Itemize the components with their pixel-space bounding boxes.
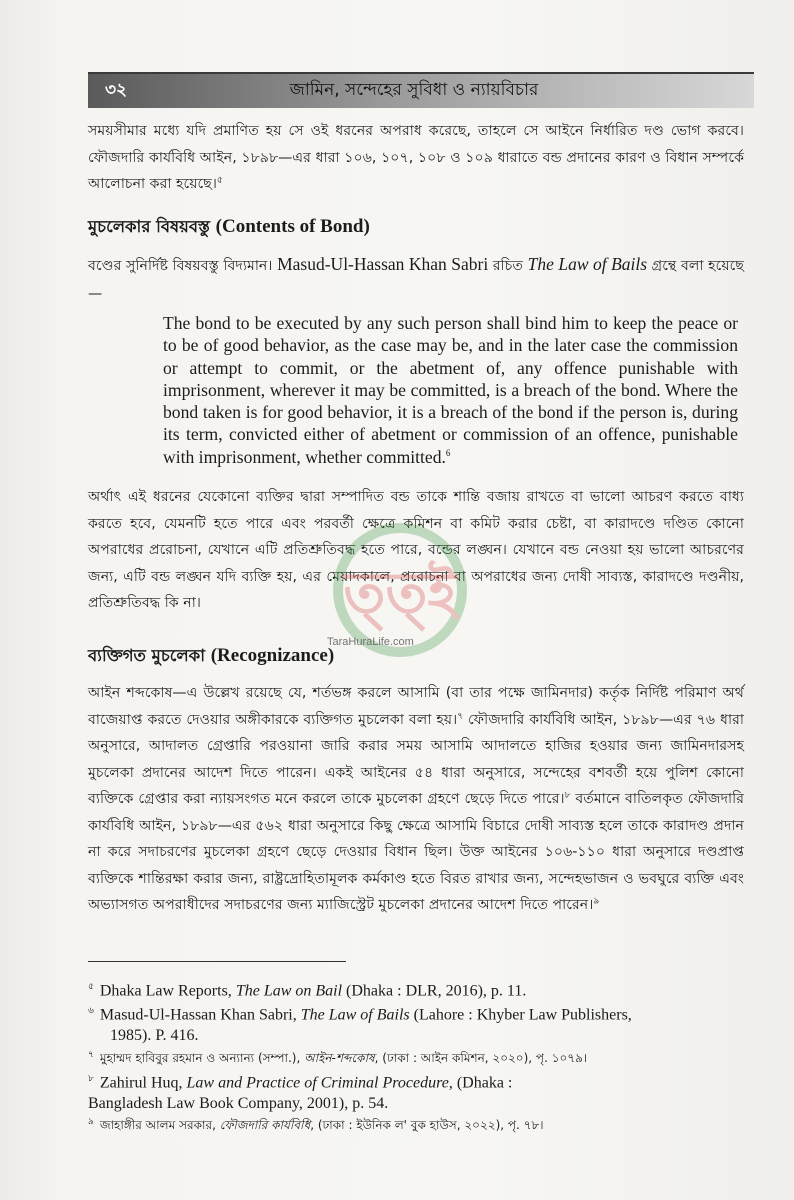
paragraph-intro bbox=[88, 118, 744, 198]
paragraph-recognizance-s1: আইন শব্দকোষ—এ উল্লেখ রয়েছে যে, শর্তভঙ্গ করলে আসামি (বা তার পক্ষে জামিনদার) কর্তৃক নির্দিষ্ট পরিমাণ অর্থ বাজেয়াপ্ত করতে দেওয়ার অঙ্গীকারকে ব্যক্তিগত মুচলেকা বলা হয়। bbox=[88, 685, 744, 728]
watermark-logo-text: ত্ত্ই bbox=[343, 561, 457, 626]
footnote-8-mark: ৮ bbox=[88, 1073, 94, 1083]
footnote-9-detail: , (ঢাকা : ইউনিক ল' বুক হাউস, ২০২২), পৃ. ৭৮। bbox=[310, 1118, 544, 1132]
page-header bbox=[88, 72, 754, 108]
footnote-ref-5[interactable]: ৫ bbox=[216, 175, 223, 186]
footnote-ref-8[interactable]: ৮ bbox=[564, 790, 571, 801]
footnote-divider bbox=[88, 961, 346, 962]
heading-recognizance-en: (Recognizance) bbox=[210, 645, 335, 666]
heading-contents-en: (Contents of Bond) bbox=[215, 216, 370, 237]
paragraph-bond-source-text: বণ্ডের সুনির্দিষ্ট বিষয়বস্তু বিদ্যমান। bbox=[88, 258, 278, 274]
heading-recognizance bbox=[88, 643, 744, 670]
paragraph-bond-source-connector: রচিত bbox=[488, 258, 528, 274]
running-title: জামিন, সন্দেহের সুবিধা ও ন্যায়বিচার bbox=[289, 80, 539, 100]
watermark-site: TaraHuraLife.com bbox=[327, 636, 414, 648]
footnote-6-mark: ৬ bbox=[88, 1005, 94, 1015]
footnote-8-author: Zahirul Huq, bbox=[99, 1074, 187, 1092]
heading-contents-of-bond bbox=[88, 214, 744, 241]
footnote-7 bbox=[88, 1045, 744, 1069]
footnote-9 bbox=[88, 1112, 744, 1136]
paragraph-bond-source bbox=[88, 250, 744, 308]
footnote-ref-6[interactable]: 6 bbox=[445, 447, 451, 458]
footnote-ref-7[interactable]: ৭ bbox=[457, 710, 464, 721]
footnote-5-detail: (Dhaka : DLR, 2016), p. 11. bbox=[342, 982, 527, 1000]
page-number: ৩২ bbox=[104, 80, 128, 100]
paragraph-translation bbox=[88, 484, 744, 617]
author-name: Masud-Ul-Hassan Khan Sabri bbox=[277, 254, 489, 274]
footnote-9-title: ফৌজদারি কার্যবিধি bbox=[219, 1118, 311, 1132]
footnote-7-detail: , (ঢাকা : আইন কমিশন, ২০২০), পৃ. ১০৭৯। bbox=[374, 1051, 588, 1065]
footnote-8-detail: , (Dhaka : bbox=[448, 1074, 513, 1092]
paragraph-intro-text: সময়সীমার মধ্যে যদি প্রমাণিত হয় সে ওই ধরনের অপরাধ করেছে, তাহলে সে আইনে নির্ধারিত দণ্ড ভোগ করবে। ফৌজদারি কার্যবিধি আইন, ১৮৯৮—এর ধারা ১০৬, ১০৭, ১০৮ ও ১০৯ ধারাতে বন্ড প্রদানের কারণ ও বিধান সম্পর্কে আলোচনা করা হয়েছে। bbox=[88, 123, 744, 192]
footnote-7-title: আইন-শব্দকোষ bbox=[304, 1051, 375, 1065]
footnote-8 bbox=[88, 1068, 744, 1114]
paragraph-translation-text: অর্থাৎ এই ধরনের যেকোনো ব্যক্তির দ্বারা সম্পাদিত বন্ড তাকে শান্তি বজায় রাখতে বা ভালো আচরণ করতে বাধ্য করতে হবে, যেমনটি হতে পারে এবং পরবর্তী ক্ষেত্রে কমিশন বা কমিট করার চেষ্টা, বা কারাদণ্ডে দণ্ডিত কোনো অপরাধের প্ররোচনা, যেখানে এটি প্রতিশ্রুতিবদ্ধ হতে পারে, বন্ডের লঙ্ঘন। যেখানে বন্ড নেওয়া হয় ভালো আচরণের জন্য, এটি বন্ড লঙ্ঘন যদি ব্যক্তি হয়, এর মেয়াদকালে, প্ররোচনা বা অপরাধের জন্য দোষী সাব্যস্ত, কারাদণ্ডে দণ্ডনীয়, প্রতিশ্রুতিবদ্ধ কি না। bbox=[88, 489, 744, 611]
block-quote-text: The bond to be executed by any such person shall bind him to keep the peace or to be of good behavior, as the case may be, and in the later case the commission or attempt to commit, or the abetment of, any offence punishable with imprisonment, wherever it may be committed, is a breach of the bond. Where the bond taken is for good behavior, it is a breach of the bond if the person is, during its term, convicted either of abetment or commission of an offence, punishable with imprisonment, whether committed. bbox=[163, 313, 738, 467]
footnote-9-mark: ৯ bbox=[88, 1117, 94, 1127]
footnote-9-author: জাহাঙ্গীর আলম সরকার, bbox=[99, 1118, 220, 1132]
paragraph-bond-source-tail: গ্রন্থে বলা হয়েছে— bbox=[88, 258, 744, 302]
footnote-7-mark: ৭ bbox=[88, 1050, 94, 1060]
footnote-6-continuation: 1985). P. 416. bbox=[110, 1027, 199, 1045]
paragraph-recognizance-s3: বর্তমানে বাতিলকৃত ফৌজদারি কার্যবিধি আইন, ১৮৯৮—এর ৫৬২ ধারা অনুসারে কিছু ক্ষেত্রে আসামি বিচারে দোষী সাব্যস্ত হলে তাকে কারাদণ্ড প্রদান না করে সদাচরণের মুচলেকা গ্রহণে ছেড়ে দেওয়ার বিধান ছিল। উক্ত আইনের ১০৬-১১০ ধারা অনুসারে দণ্ডপ্রাপ্ত ব্যক্তিকে শান্তিরক্ষা করার জন্য, রাষ্ট্রদ্রোহিতামূলক কর্মকাণ্ড হতে বিরত রাখার জন্য, সন্দেহভাজন ও ভবঘুরে ব্যক্তি এবং অভ্যাসগত অপরাধীদের সদাচরণের জন্য ম্যাজিস্ট্রেট মুচলেকা প্রদানের আদেশ দিতে পারেন। bbox=[88, 791, 745, 913]
footnote-8-continuation: Bangladesh Law Book Company, 2001), p. 54. bbox=[88, 1095, 389, 1113]
footnote-5 bbox=[88, 976, 744, 1001]
heading-contents-bn: মুচলেকার বিষয়বস্তু bbox=[88, 217, 210, 236]
block-quote bbox=[163, 312, 738, 468]
footnote-6-title: The Law of Bails bbox=[300, 1006, 410, 1024]
footnote-6 bbox=[88, 1000, 744, 1046]
footnote-8-title: Law and Practice of Criminal Procedure bbox=[186, 1074, 449, 1092]
footnote-6-author: Masud-Ul-Hassan Khan Sabri, bbox=[99, 1006, 301, 1024]
book-title: The Law of Bails bbox=[527, 254, 648, 274]
paragraph-recognizance-s2: ফৌজদারি কার্যবিধি আইন, ১৮৯৮—এর ৭৬ ধারা অনুসারে, আদালত গ্রেপ্তারি পরওয়ানা জারি করার সময় আসামি আদালতে হাজির হওয়ার জন্য জামিনদারসহ মুচলেকা প্রদানের আদেশ দিতে পারেন। একই আইনের ৫৪ ধারা অনুসারে, সন্দেহের বশবর্তী হয়ে পুলিশ কোনো ব্যক্তিকে গ্রেপ্তার করা ন্যায়সংগত মনে করলে তাকে মুচলেকা গ্রহণে ছেড়ে দিতে পারে। bbox=[88, 711, 744, 807]
footnote-ref-9[interactable]: ৯ bbox=[593, 896, 600, 907]
paragraph-recognizance bbox=[88, 680, 744, 919]
heading-recognizance-bn: ব্যক্তিগত মুচলেকা bbox=[88, 646, 205, 665]
footnote-6-detail: (Lahore : Khyber Law Publishers, bbox=[409, 1006, 632, 1024]
footnote-5-author: Dhaka Law Reports, bbox=[99, 982, 236, 1000]
footnote-5-mark: ৫ bbox=[88, 981, 94, 991]
footnote-5-title: The Law on Bail bbox=[235, 982, 343, 1000]
footnote-7-author: মুহাম্মদ হাবিবুর রহমান ও অন্যান্য (সম্পা.), bbox=[99, 1051, 305, 1065]
